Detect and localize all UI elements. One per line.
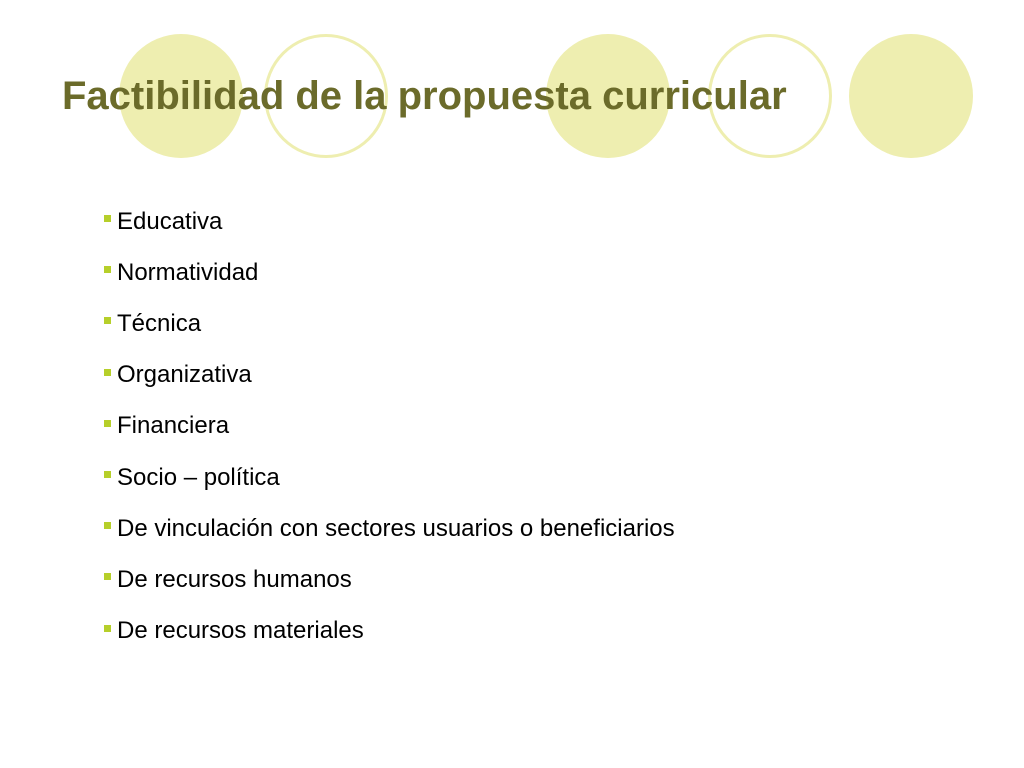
bullet-item (104, 606, 675, 657)
decorative-circle-filled (849, 34, 973, 158)
bullet-text: De vinculación con sectores usuarios o beneficiarios (117, 514, 675, 542)
bullet-text: De recursos humanos (117, 565, 352, 593)
square-bullet-icon (104, 420, 111, 427)
bullet-text: Financiera (117, 412, 230, 440)
bullet-text: Socio – política (117, 463, 280, 491)
square-bullet-icon (104, 215, 111, 222)
bullet-item (104, 401, 675, 452)
bullet-list (104, 196, 675, 657)
bullet-text: Organizativa (117, 361, 252, 389)
square-bullet-icon (104, 573, 111, 580)
square-bullet-icon (104, 369, 111, 376)
bullet-item (104, 298, 675, 349)
square-bullet-icon (104, 471, 111, 478)
bullet-item (104, 452, 675, 503)
bullet-item (104, 196, 675, 247)
bullet-text: De recursos materiales (117, 617, 364, 645)
slide-title: Factibilidad de la propuesta curricular (62, 74, 787, 118)
square-bullet-icon (104, 317, 111, 324)
bullet-item (104, 503, 675, 554)
bullet-text: Normatividad (117, 258, 259, 286)
square-bullet-icon (104, 625, 111, 632)
square-bullet-icon (104, 522, 111, 529)
bullet-item (104, 554, 675, 605)
bullet-item (104, 247, 675, 298)
bullet-text: Educativa (117, 207, 223, 235)
bullet-item (104, 350, 675, 401)
square-bullet-icon (104, 266, 111, 273)
bullet-text: Técnica (117, 309, 202, 337)
